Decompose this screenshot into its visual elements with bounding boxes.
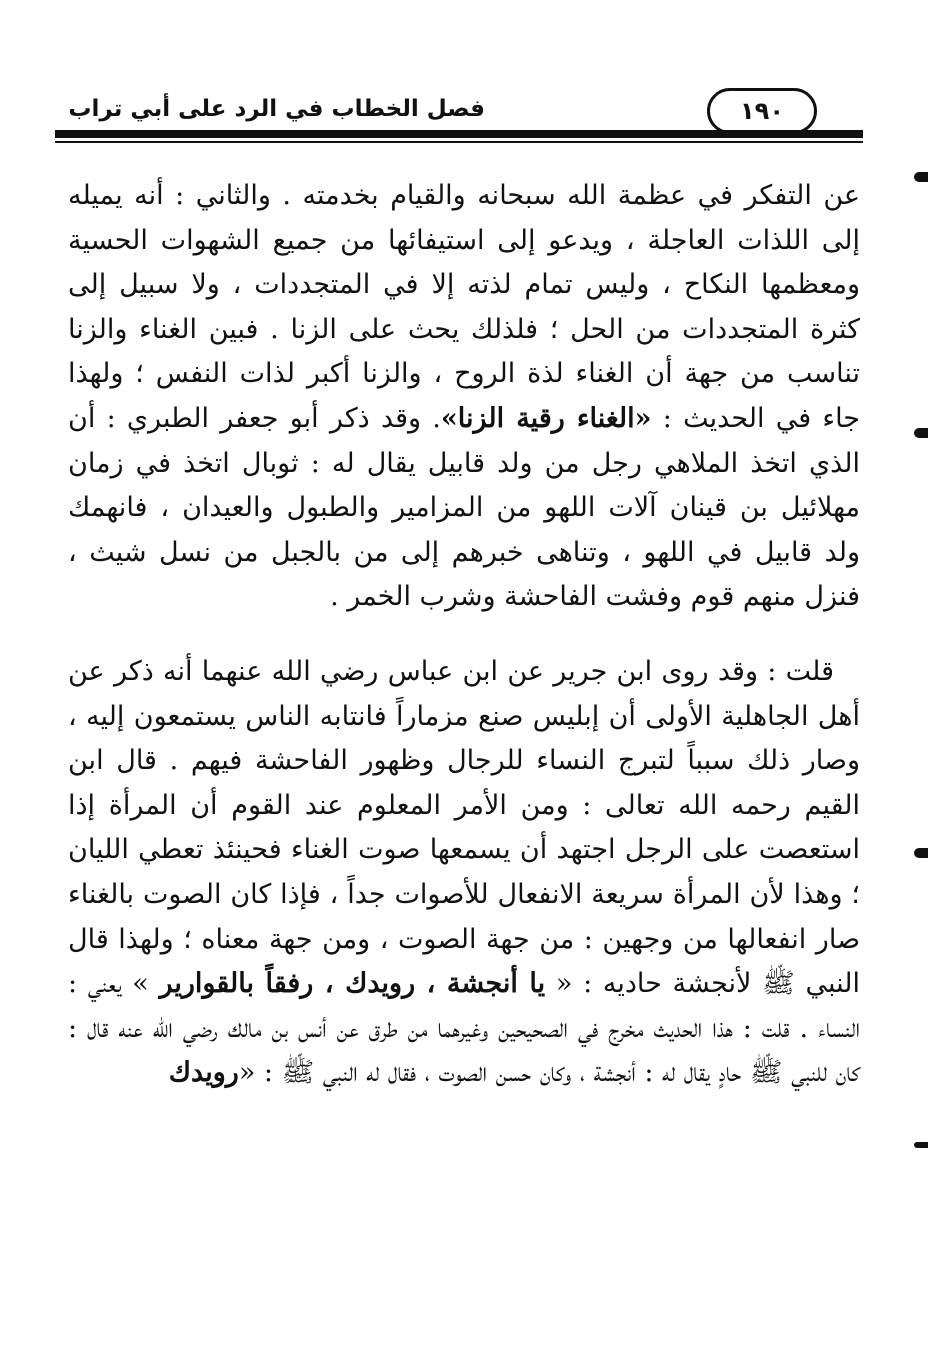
margin-tab-mark [914, 172, 928, 182]
page-body [68, 174, 860, 1096]
hadith-quote-anjasha: يا أنجشة ، رويدك ، رفقاً بالقوارير [159, 968, 546, 1000]
paragraph-1-text-a: عن التفكر في عظمة الله سبحانه والقيام بخدمته . والثاني : أنه يميله إلى اللذات العاجلة ، ويدعو إلى استيفائها من جميع الشهوات الحسية ومعظمها النكاح ، وليس تمام لذته إلا في المتجددات ، ولا سبيل إلى كثرة المتجددات من الحل ؛ فلذلك يحث على الزنا . فبين الغناء والزنا تناسب من جهة أن الغناء لذة الروح ، والزنا أكبر لذات النفس ؛ ولهذا جاء في الحديث : [68, 180, 860, 434]
paragraph-2-text-a: قلت : وقد روى ابن جرير عن ابن عباس رضي الله عنهما أنه ذكر عن أهل الجاهلية الأولى أن إبليس صنع مزماراً فانتابه الناس يستمعون إليه ، وصار ذلك سبباً لتبرج النساء للرجال وظهور الفاحشة فيهم . قال ابن القيم رحمه الله تعالى : ومن الأمر المعلوم عند القوم أن المرأة إذا استعصت على الرجل اجتهد أن يسمعها صوت الغناء فحينئذ تعطي الليان ؛ وهذا لأن المرأة سريعة الانفعال للأصوات جداً ، فإذا كان الصوت بالغناء صار انفعالها من وجهين : من جهة الصوت ، ومن جهة معناه ؛ ولهذا قال النبي ﷺ لأنجشة حاديه : « [68, 655, 861, 1000]
paragraph-1 [68, 174, 860, 620]
header-divider-thin [55, 141, 863, 143]
margin-tab-mark [914, 428, 928, 438]
hadith-quote-ghina: «الغناء رقية الزنا» [440, 402, 652, 434]
margin-tab-mark [914, 848, 928, 858]
book-title: فصل الخطاب في الرد على أبي تراب [68, 96, 485, 122]
margin-tab-mark [914, 1142, 928, 1148]
page-number: ١٩٠ [707, 88, 817, 134]
paragraph-1-text-b: . وقد ذكر أبو جعفر الطبري : أن الذي اتخذ الملاهي رجل من ولد قابيل يقال له : ثوبال اتخذ في زمان مهلائيل بن قينان آلات اللهو من المزامير والطبول والعيدان ، فانهمك ولد قابيل في اللهو ، وتناهى خبرهم إلى من بالجبل من نسل شيث ، فنزل منهم قوم وفشت الفاحشة وشرب الخمر . [68, 402, 860, 613]
header-divider [55, 130, 863, 138]
hadith-quote-ruwaydak: رويدك [168, 1057, 239, 1089]
page-header [55, 88, 863, 150]
paragraph-2 [68, 650, 860, 1096]
paragraph-2-text-b: » يعني : النساء . قلت : هذا الحديث مخرج في الصحيحين وغيرهما من طرق عن أنس بن مالك رضي الله عنه قال : كان للنبي ﷺ حادٍ يقال له : أنجشة ، وكان حسن الصوت ، فقال له النبي ﷺ : « [68, 968, 860, 1089]
